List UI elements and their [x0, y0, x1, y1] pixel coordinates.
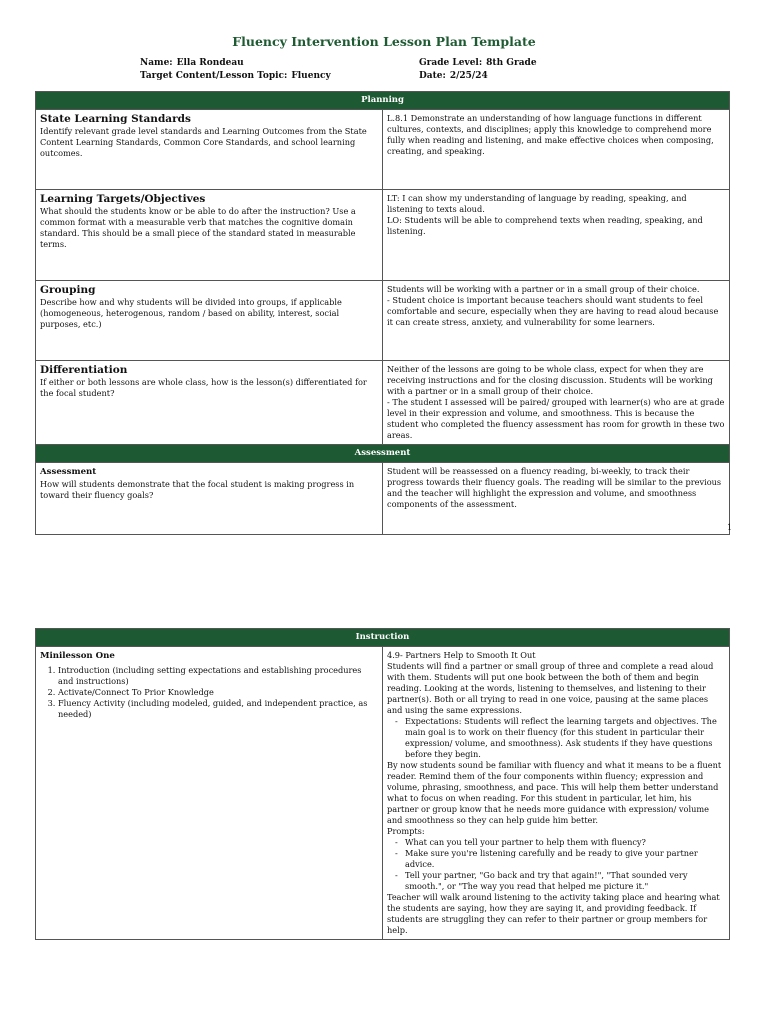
step-item: 2. Activate/Connect To Prior Knowledge: [58, 687, 378, 698]
prompts-list: [387, 837, 725, 892]
prompts-label: Prompts:: [387, 826, 425, 836]
name-value: Ella Rondeau: [176, 58, 244, 68]
standards-title: State Learning Standards: [40, 113, 191, 125]
differentiation-content: [383, 361, 730, 445]
grouping-line2: - Student choice is important because teachers should want students to feel comfortable and secure, especially when they are having to read aloud because it can create stress, anxiety, and vulnerability for some learners.: [387, 295, 719, 327]
date-label: Date:: [419, 71, 446, 81]
instruction-band: Instruction: [36, 629, 730, 647]
standards-label-cell: [36, 110, 383, 190]
minilesson-content: [383, 647, 730, 940]
minilesson-row: [36, 647, 730, 940]
differentiation-line1: Neither of the lessons are going to be whole class, expect for when they are receiving instructions and for the closing discussion. Students will be working with a partner or in a small group of their choice.: [387, 364, 713, 396]
targets-title: Learning Targets/Objectives: [40, 193, 206, 205]
standards-content: [383, 110, 730, 190]
instruction-table: [35, 628, 730, 940]
activity-para3: Teacher will walk around listening to the activity taking place and hearing what the students are saying, how they are saying it, and providing feedback. If students are struggling they can refer to their partner or group members for help.: [387, 892, 720, 935]
grouping-desc: Describe how and why students will be divided into groups, if applicable (homogeneous, heterogenous, random / based on ability, interest, social purposes, etc.): [40, 297, 342, 329]
planning-table: [35, 91, 733, 535]
assessment-desc: How will students demonstrate that the focal student is making progress in toward their fluency goals?: [40, 479, 355, 500]
prompt-item: - Make sure you're listening carefully and be ready to give your partner advice.: [397, 848, 725, 870]
grade-label: Grade Level:: [419, 58, 483, 68]
differentiation-desc: If either or both lessons are whole class, how is the lesson(s) differentiated for the focal student?: [40, 377, 367, 398]
minilesson-title: Minilesson One: [40, 651, 115, 661]
grouping-title: Grouping: [40, 284, 96, 296]
page-number: 1: [727, 523, 733, 532]
activity-para2: By now students sound be familiar with fluency and what it means to be a fluent reader. Remind them of the four components within fluency; expression and volume, phrasing, smoothness, and pace. This will help them better understand what to focus on when reading. For this student in particular, let him, his partner or group know that he needs more guidance with expression/ volume and smoothness so they can help guide him better.: [387, 760, 722, 825]
targets-label-cell: [36, 190, 383, 281]
learning-objective: LO: Students will be able to comprehend texts when reading, speaking, and listening.: [387, 215, 703, 236]
grouping-row: [36, 281, 730, 361]
name-label: Name:: [140, 58, 173, 68]
differentiation-line2: - The student I assessed will be paired/ grouped with learner(s) who are at grade level in their expression and volume, and smoothness. This is because the student who completed the fluency assessment has room for growth in these two areas.: [387, 397, 725, 440]
standards-row: [36, 110, 730, 190]
activity-para1: Students will find a partner or small group of three and complete a read aloud with them. Students will put one book between the both of them and begin reading. Looking at the words, listening to themselves, and listening to their partner(s). Both or all trying to read in one voice, pausing at the same places and using the same expressions.: [387, 661, 714, 715]
assessment-content: [383, 463, 733, 535]
date-value: 2/25/24: [449, 71, 488, 81]
name-field: [140, 58, 244, 68]
topic-value: Fluency: [291, 71, 331, 81]
assessment-label-cell: [36, 463, 383, 535]
differentiation-title: Differentiation: [40, 364, 128, 376]
standards-desc: Identify relevant grade level standards and Learning Outcomes from the State Content Learning Standards, Common Core Standards, and school learning outcomes.: [40, 126, 367, 158]
minilesson-steps: [40, 665, 378, 720]
grouping-content: [383, 281, 730, 361]
grouping-label-cell: [36, 281, 383, 361]
differentiation-label-cell: [36, 361, 383, 445]
minilesson-label-cell: [36, 647, 383, 940]
prompt-item: - What can you tell your partner to help them with fluency?: [397, 837, 725, 848]
grouping-line1: Students will be working with a partner or in a small group of their choice.: [387, 284, 700, 294]
assessment-row: [36, 463, 730, 535]
differentiation-row: [36, 361, 730, 445]
assessment-text: Student will be reassessed on a fluency reading, bi-weekly, to track their progress towards their fluency goals. The reading will be similar to the previous and the teacher will highlight the expression and volume, and smoothness components of the assessment.: [387, 466, 722, 509]
prompt-item: - Tell your partner, "Go back and try that again!", "That sounded very smooth.", or "The way you read that helped me picture it.": [397, 870, 725, 892]
planning-band: Planning: [36, 92, 730, 110]
page-title: Fluency Intervention Lesson Plan Template: [232, 34, 536, 49]
topic-label: Target Content/Lesson Topic:: [140, 71, 288, 81]
assessment-title: Assessment: [40, 467, 97, 477]
date-field: [419, 71, 488, 81]
targets-content: [383, 190, 730, 281]
step-item: 3. Fluency Activity (including modeled, guided, and independent practice, as needed): [58, 698, 378, 720]
activity-heading: 4.9- Partners Help to Smooth It Out: [387, 650, 536, 660]
expectations-list: [387, 716, 725, 760]
assessment-band: Assessment: [36, 445, 730, 463]
learning-target: LT: I can show my understanding of language by reading, speaking, and listening to texts aloud.: [387, 193, 687, 214]
step-item: 1. Introduction (including setting expectations and establishing procedures and instructions): [58, 665, 378, 687]
expectations-item: - Expectations: Students will reflect the learning targets and objectives. The main goal is to work on their fluency (for this student in particular their expression/ volume, and smoothness). Ask students if they have questions before they begin.: [397, 716, 725, 760]
targets-desc: What should the students know or be able to do after the instruction? Use a common format with a measurable verb that matches the cognitive domain standard. This should be a small piece of the standard stated in measurable terms.: [40, 206, 356, 249]
grade-field: [419, 58, 537, 68]
standards-text: L.8.1 Demonstrate an understanding of how language functions in different cultures, contexts, and disciplines; apply this knowledge to comprehend more fully when reading and listening, and make effective choices when composing, creating, and speaking.: [387, 113, 714, 156]
grade-value: 8th Grade: [486, 58, 537, 68]
topic-field: [140, 71, 331, 81]
targets-row: [36, 190, 730, 281]
